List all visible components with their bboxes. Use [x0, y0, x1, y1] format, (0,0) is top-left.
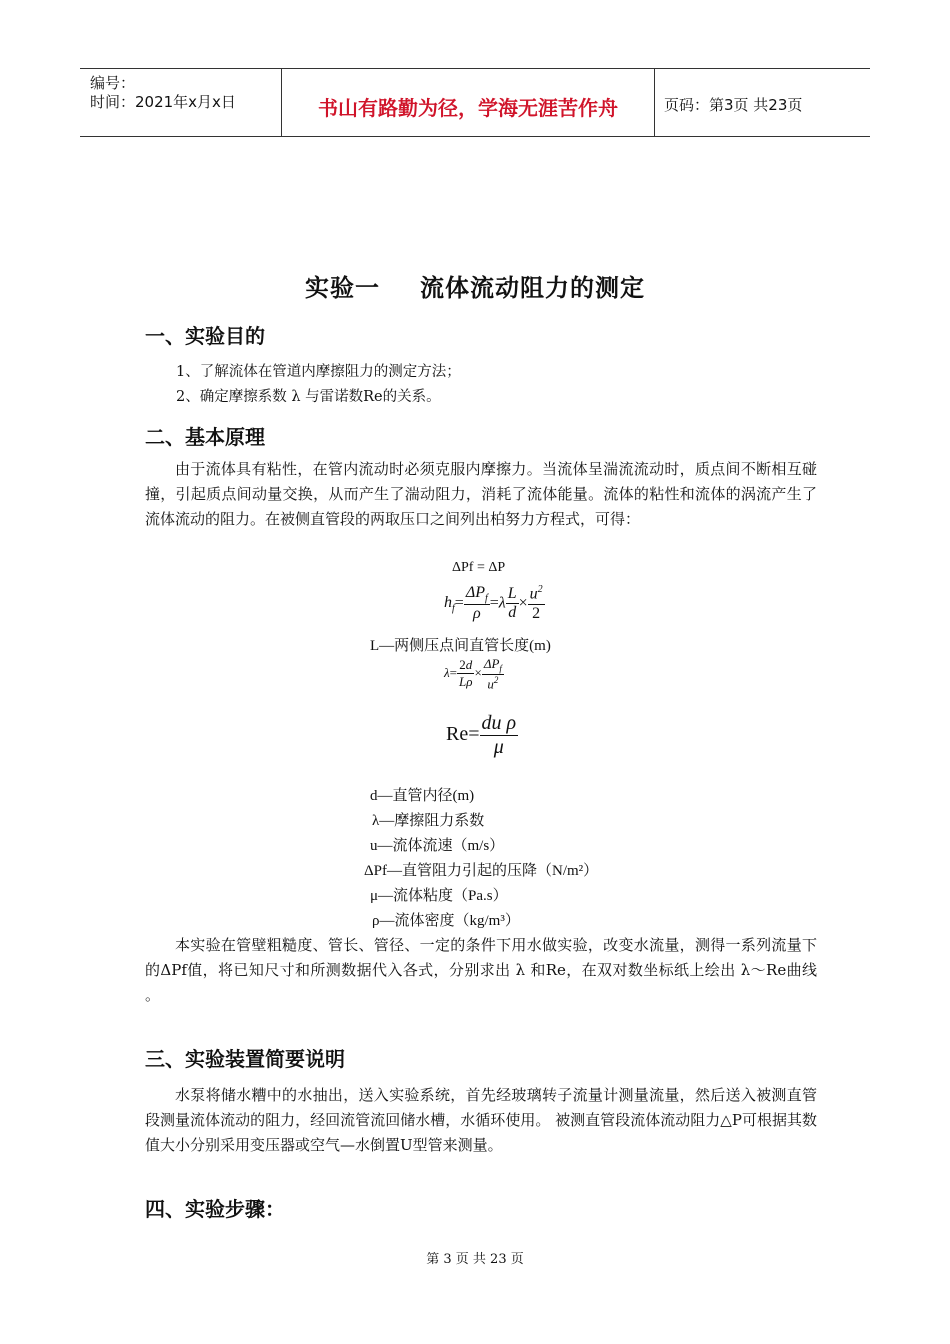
definition-d: d—直管内径(m)	[370, 788, 475, 804]
apparatus-paragraph: 水泵将储水糟中的水抽出，送入实验系统，首先经玻璃转子流量计测量流量，然后送入被测直管段测量流体流动的阻力，经回流管流回储水槽，水循环使用。 被测直管段流体流动阻力△P可根据其数值大小分别采用变压器或空气—水倒置U型管来测量。	[145, 1086, 817, 1154]
header-page-info: 页码：第3页 共23页	[664, 96, 803, 114]
equation-reynolds: Re= $\frac{\text{du ρ}}{\mu}$	[446, 712, 517, 758]
definition-mu: μ—流体粘度（Pa.s）	[370, 888, 508, 904]
title-part2: 流体流动阻力的测定	[420, 274, 645, 302]
equation-head-loss: $h_f=$ $\frac{\Delta P_f}{\rho}$ =λ $\frac{L}{d}$ × $\frac{u^2}{2}$	[444, 584, 543, 623]
header-time: 时间：2021年x月x日	[90, 93, 236, 111]
header-divider-2	[654, 68, 655, 136]
section-1-heading: 一、实验目的	[145, 324, 265, 348]
definition-u: u—流体流速（m/s）	[370, 838, 505, 854]
definition-rho: ρ—流体密度（kg/m³）	[372, 913, 520, 929]
principle-paragraph: 由于流体具有粘性，在管内流动时必须克服内摩擦力。当流体呈湍流流动时，质点间不断相互碰撞，引起质点间动量交换，从而产生了湍动阻力，消耗了流体能量。流体的粘性和流体的涡流产生了流体流动的阻力。在被侧直管段的两取压口之间列出柏努力方程式，可得：	[145, 460, 817, 528]
header-top-rule	[80, 68, 870, 69]
objective-item-1: 1、了解流体在管道内摩擦阻力的测定方法；	[176, 364, 461, 380]
header-bottom-rule	[80, 136, 870, 137]
objective-item-2: 2、确定摩擦系数 λ 与雷诺数Re的关系。	[176, 389, 441, 405]
section-3-heading: 三、实验装置简要说明	[145, 1047, 345, 1071]
method-paragraph: 本实验在管壁粗糙度、管长、管径、一定的条件下用水做实验，改变水流量，测得一系列流量下的ΔPf值，将已知尺寸和所测数据代入各式，分别求出 λ 和Re，在双对数坐标纸上绘出 λ～Re曲线 。	[145, 936, 817, 1004]
title-part1: 实验一	[305, 274, 380, 302]
definition-pressure-drop: ΔPf—直管阻力引起的压降（N/m²）	[364, 863, 599, 879]
header-number: 编号：	[90, 74, 136, 92]
section-2-heading: 二、基本原理	[145, 425, 265, 449]
page-title	[0, 268, 950, 303]
header-motto: 书山有路勤为径，学海无涯苦作舟	[318, 96, 618, 120]
equation-pressure-drop: ΔPf = ΔP	[452, 560, 506, 575]
page-footer: 第 3 页 共 23 页	[426, 1252, 524, 1267]
definition-lambda: λ—摩擦阻力系数	[372, 813, 485, 829]
section-4-heading: 四、实验步骤：	[145, 1197, 285, 1221]
definition-L: L—两侧压点间直管长度(m)	[370, 638, 551, 654]
equation-lambda: λ= $\frac{2d}{L\rho}$ × $\frac{\Delta P_f}{u^2}$	[444, 656, 502, 691]
